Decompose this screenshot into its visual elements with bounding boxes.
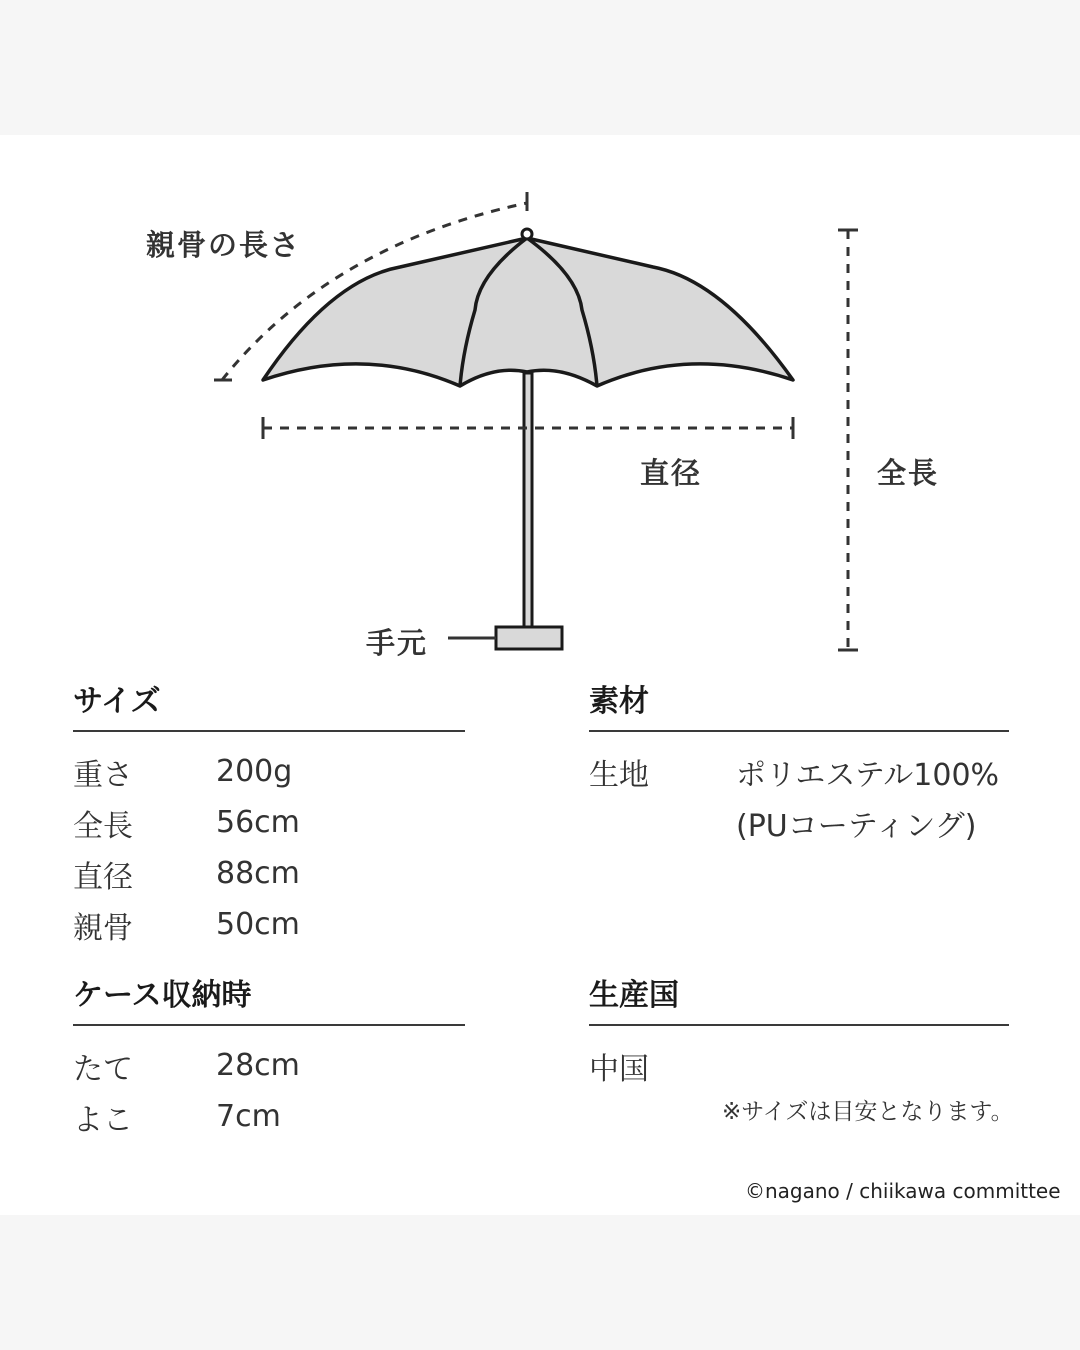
material-row-coating [589, 797, 1009, 848]
case-title: ケース収納時 [73, 974, 465, 1026]
material-key: 生地 [589, 757, 649, 793]
origin-section [589, 974, 1009, 1091]
size-value: 88cm [216, 856, 300, 891]
umbrella-handle [496, 627, 562, 649]
umbrella-canopy [263, 238, 793, 386]
diameter-label: 直径 [640, 456, 703, 490]
size-value: 200g [216, 754, 293, 789]
size-value: 50cm [216, 907, 300, 942]
size-note: ※サイズは目安となります。 [722, 1099, 1014, 1125]
case-section [73, 974, 465, 1142]
handle-label: 手元 [366, 626, 429, 660]
origin-title: 生産国 [589, 974, 1009, 1026]
rib-length-label: 親骨の長さ [146, 228, 302, 262]
size-row-weight [73, 746, 465, 797]
copyright-credit: ©nagano / chiikawa committee [745, 1179, 1061, 1203]
material-row-fabric [589, 746, 1009, 797]
size-key: 全長 [73, 808, 133, 844]
material-value: ポリエステル100% [736, 757, 1000, 793]
size-value: 56cm [216, 805, 300, 840]
case-rows [73, 1040, 465, 1142]
case-value: 28cm [216, 1048, 300, 1083]
size-key: 重さ [73, 757, 133, 793]
umbrella-tip [522, 229, 532, 239]
size-row-rib [73, 899, 465, 950]
material-value: (PUコーティング) [736, 808, 977, 844]
material-title: 素材 [589, 680, 1009, 732]
origin-rows [589, 1040, 1009, 1091]
size-row-diameter [73, 848, 465, 899]
size-row-total-length [73, 797, 465, 848]
size-title: サイズ [73, 680, 465, 732]
origin-value: 中国 [589, 1051, 649, 1087]
size-section [73, 680, 465, 950]
material-rows [589, 746, 1009, 848]
case-value: 7cm [216, 1099, 281, 1134]
case-row-width [73, 1091, 465, 1142]
umbrella-shaft [524, 373, 532, 628]
case-row-height [73, 1040, 465, 1091]
total-length-label: 全長 [877, 456, 940, 490]
umbrella-diagram [0, 135, 1080, 695]
spec-card [0, 135, 1080, 1215]
origin-row [589, 1040, 1009, 1091]
case-key: たて [73, 1051, 133, 1087]
size-rows [73, 746, 465, 950]
size-key: 親骨 [73, 910, 133, 946]
case-key: よこ [73, 1102, 133, 1138]
material-section [589, 680, 1009, 848]
size-key: 直径 [73, 859, 133, 895]
